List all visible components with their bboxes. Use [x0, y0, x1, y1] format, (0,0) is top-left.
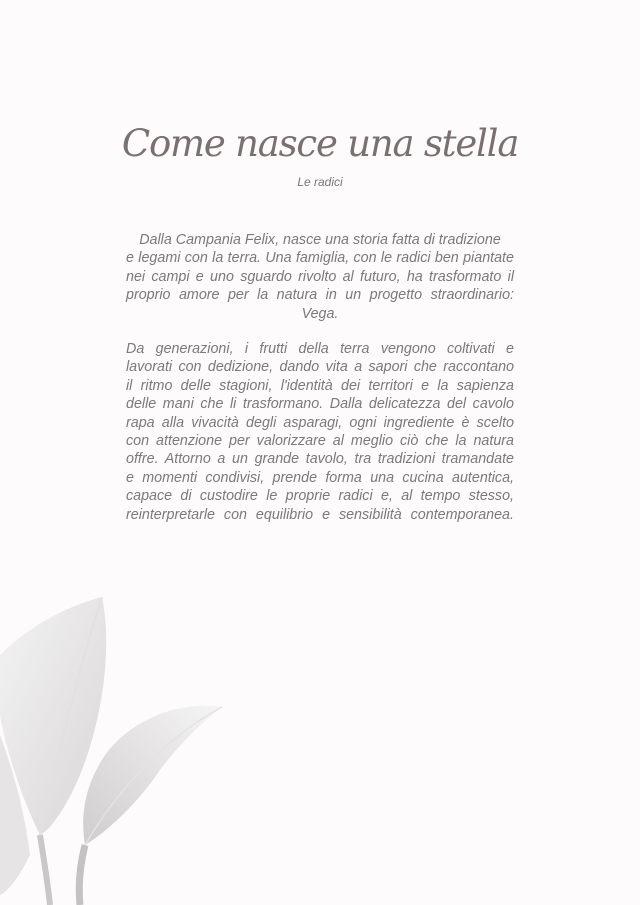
text-line: con attenzione per valorizzare al meglio ciò che la natura: [126, 433, 514, 450]
text-line: capace di custodire le proprie radici e, al tempo stesso,: [126, 488, 514, 505]
text-line: proprio amore per la natura in un progetto straordinario:: [126, 287, 514, 304]
text-line: offre. Attorno a un grande tavolo, tra tradizioni tramandate: [126, 451, 514, 468]
page-subtitle: Le radici: [297, 175, 343, 189]
text-line: il ritmo delle stagioni, l'identità dei territori e la sapienza: [126, 377, 514, 394]
text-line: reinterpretarle con equilibrio e sensibilità contemporanea.: [126, 506, 514, 523]
page-title: Come nasce una stella: [121, 122, 519, 165]
text-line: nei campi e uno sguardo rivolto al futuro, ha trasformato il: [126, 268, 514, 285]
leaf-illustration: [0, 595, 240, 905]
text-line: e momenti condivisi, prende forma una cucina autentica,: [126, 469, 514, 486]
text-line: Da generazioni, i frutti della terra vengono coltivati e: [126, 341, 514, 357]
text-line: delle mani che li trasformano. Dalla delicatezza del cavolo: [126, 396, 514, 413]
text-line: lavorati con dedizione, dando vita a sapori che raccontano: [126, 359, 514, 376]
text-line: rapa alla vivacità degli asparagi, ogni ingrediente è scelto: [126, 414, 514, 431]
body-paragraph: [126, 340, 514, 524]
text-line: e legami con la terra. Una famiglia, con le radici ben piantate: [126, 250, 514, 267]
text-line: Vega.: [301, 305, 339, 322]
intro-paragraph: [126, 231, 514, 323]
text-line: Dalla Campania Felix, nasce una storia fatta di tradizione: [139, 232, 501, 248]
